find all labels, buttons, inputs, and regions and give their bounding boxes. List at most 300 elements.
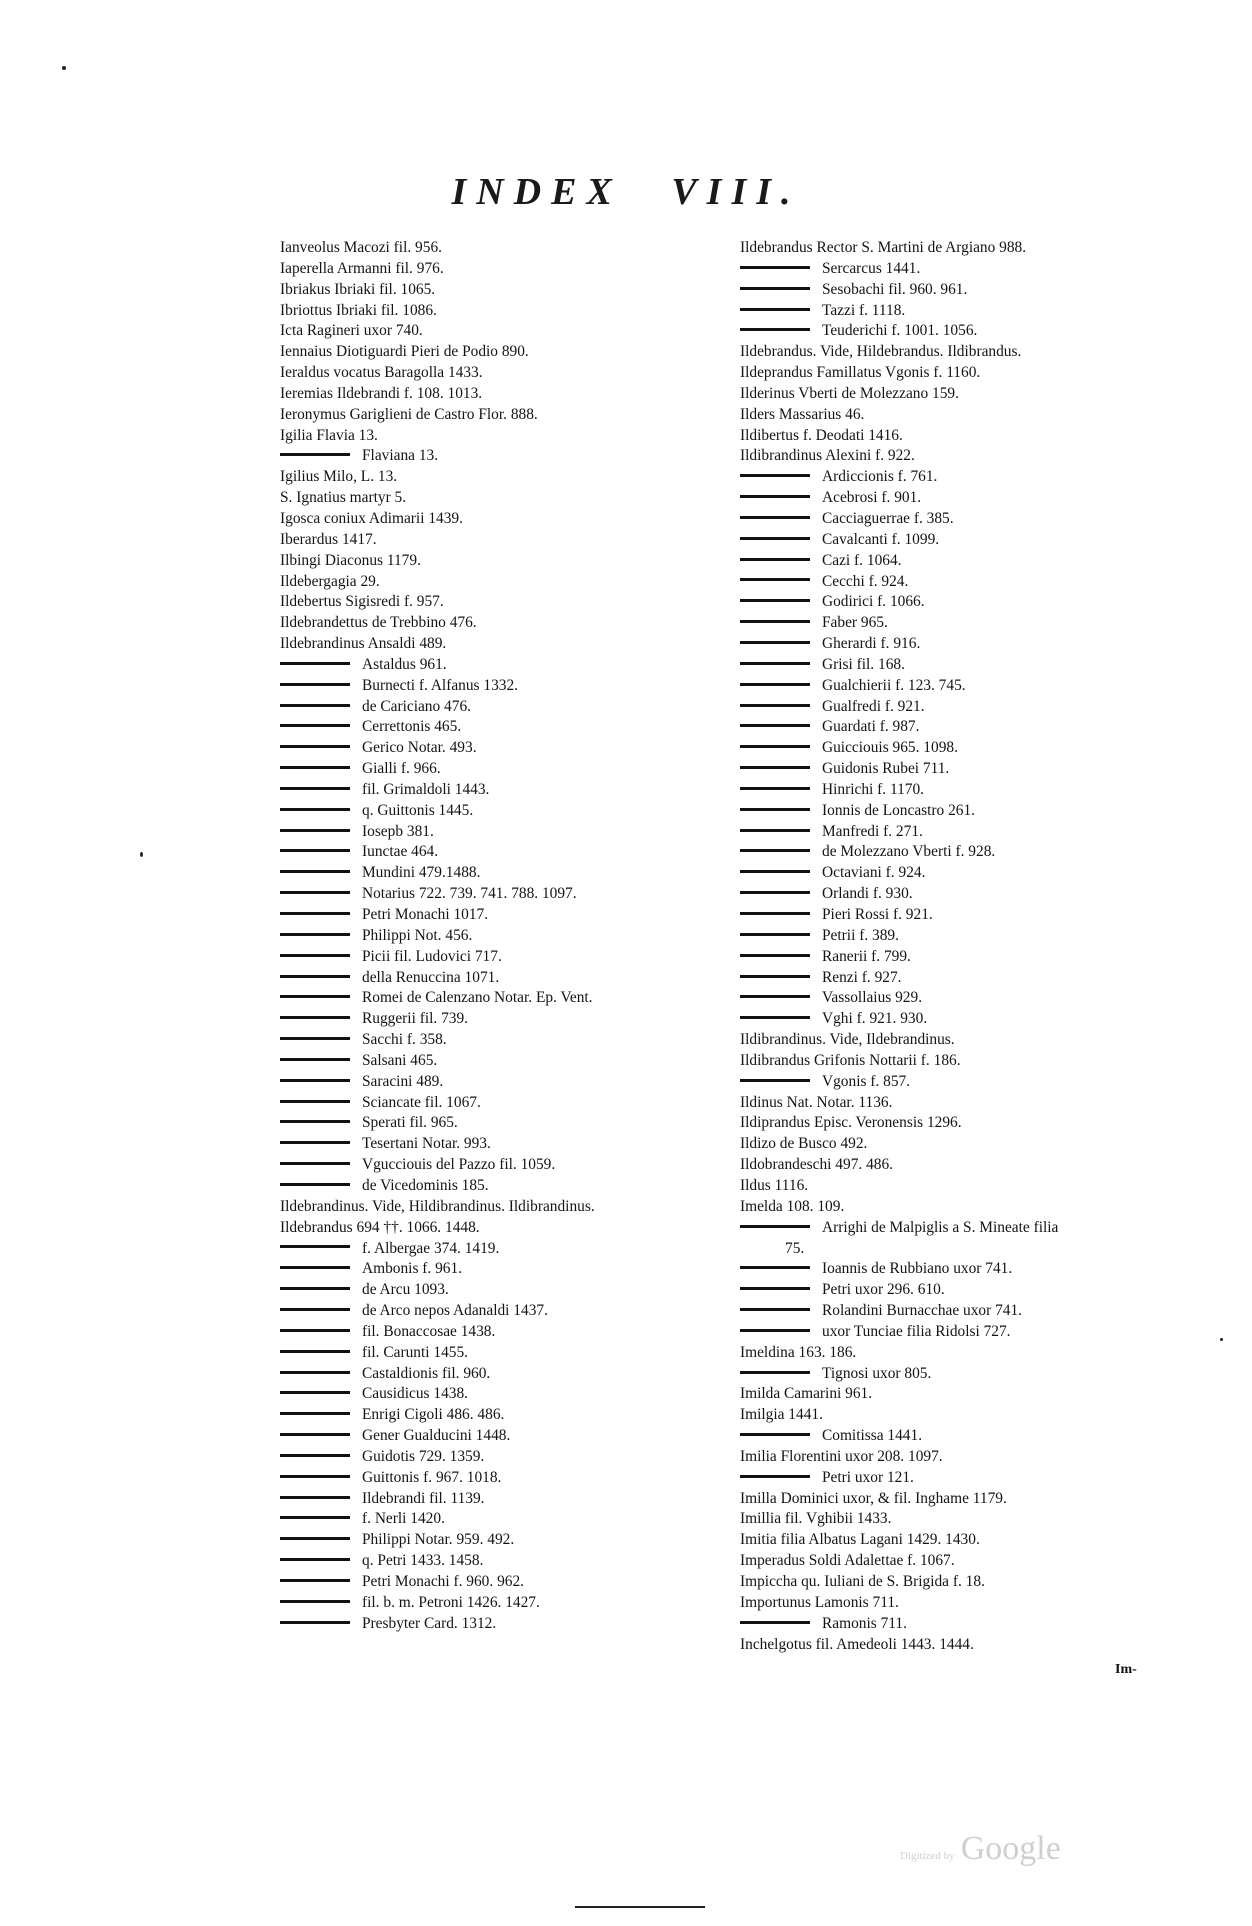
repeat-dash	[740, 1016, 810, 1019]
repeat-dash	[280, 787, 350, 790]
entry-text: Comitissa 1441.	[822, 1427, 923, 1445]
repeat-dash	[280, 1100, 350, 1103]
entry-text: f. Albergae 374. 1419.	[362, 1239, 500, 1257]
index-entry	[280, 1197, 720, 1218]
index-entry	[280, 1343, 720, 1364]
entry-text: Ramonis 711.	[822, 1614, 907, 1632]
entry-text: Petri uxor 296. 610.	[822, 1281, 945, 1299]
repeat-dash	[280, 1621, 350, 1624]
repeat-dash	[280, 849, 350, 852]
index-entry	[280, 988, 720, 1009]
index-entry	[740, 321, 1180, 342]
entry-text: Imilia Florentini uxor 208. 1097.	[740, 1447, 943, 1465]
page-header	[0, 170, 1252, 214]
repeat-dash	[740, 1308, 810, 1311]
entry-text: Ildebrandus Rector S. Martini de Argiano 988.	[740, 239, 1027, 256]
repeat-dash	[740, 1433, 810, 1436]
index-entry	[280, 968, 720, 989]
entry-text: Petrii f. 389.	[822, 926, 899, 944]
entry-text: Iunctae 464.	[362, 843, 439, 861]
entry-text: de Cariciano 476.	[362, 697, 471, 715]
index-entry	[280, 301, 720, 322]
index-entry	[740, 467, 1180, 488]
repeat-dash	[280, 453, 350, 456]
index-entry	[740, 592, 1180, 613]
index-entry	[740, 259, 1180, 280]
index-entry	[280, 655, 720, 676]
repeat-dash	[280, 1183, 350, 1186]
index-entry	[280, 801, 720, 822]
entry-text: Igosca coniux Adimarii 1439.	[280, 509, 463, 527]
repeat-dash	[740, 745, 810, 748]
index-entry	[740, 863, 1180, 884]
repeat-dash	[280, 1516, 350, 1519]
index-entry	[740, 1384, 1180, 1405]
index-entry	[280, 405, 720, 426]
entry-text: de Molezzano Vberti f. 928.	[822, 843, 996, 861]
repeat-dash	[280, 745, 350, 748]
repeat-dash	[740, 1225, 810, 1228]
index-entry	[280, 363, 720, 384]
entry-text: Imilda Camarini 961.	[740, 1385, 873, 1403]
entry-text: Godirici f. 1066.	[822, 593, 925, 611]
index-entry	[740, 717, 1180, 738]
repeat-dash	[740, 516, 810, 519]
index-entry	[280, 905, 720, 926]
repeat-dash	[740, 683, 810, 686]
entry-text: de Vicedominis 185.	[362, 1176, 489, 1194]
entry-text: Ildebertus Sigisredi f. 957.	[280, 593, 444, 611]
entry-text: Ranerii f. 799.	[822, 947, 911, 965]
repeat-dash	[280, 912, 350, 915]
index-entry	[740, 1197, 1180, 1218]
entry-text: Gerico Notar. 493.	[362, 739, 477, 757]
index-entry	[740, 572, 1180, 593]
entry-text: Cavalcanti f. 1099.	[822, 530, 940, 548]
entry-text: Ildebrandettus de Trebbino 476.	[280, 614, 477, 632]
index-entry	[740, 676, 1180, 697]
index-entry	[740, 1364, 1180, 1385]
entry-text: Ibriakus Ibriaki fil. 1065.	[280, 280, 436, 298]
index-entry	[740, 780, 1180, 801]
index-entry	[280, 1155, 720, 1176]
entry-text: Igilius Milo, L. 13.	[280, 468, 398, 486]
entry-text: Acebrosi f. 901.	[822, 489, 922, 507]
entry-text: Ildus 1116.	[740, 1176, 809, 1194]
index-entry	[280, 384, 720, 405]
entry-text: Vgucciouis del Pazzo fil. 1059.	[362, 1156, 556, 1174]
index-entry	[280, 1301, 720, 1322]
index-entry	[280, 1093, 720, 1114]
entry-text: Guidotis 729. 1359.	[362, 1447, 485, 1465]
index-entry	[280, 717, 720, 738]
repeat-dash	[740, 870, 810, 873]
entry-text: Castaldionis fil. 960.	[362, 1364, 491, 1382]
index-entry	[280, 697, 720, 718]
entry-text: Ibriottus Ibriaki fil. 1086.	[280, 301, 437, 319]
entry-text: Pieri Rossi f. 921.	[822, 906, 933, 923]
index-entry	[740, 822, 1180, 843]
index-entry	[740, 634, 1180, 655]
repeat-dash	[740, 1079, 810, 1082]
index-entry	[740, 301, 1180, 322]
entry-text: Ambonis f. 961.	[362, 1260, 463, 1278]
volume-heading: VIII.	[671, 171, 801, 213]
repeat-dash	[280, 1287, 350, 1290]
repeat-dash	[280, 1037, 350, 1040]
repeat-dash	[740, 1621, 810, 1624]
index-entry	[740, 1051, 1180, 1072]
repeat-dash	[740, 1329, 810, 1332]
index-entry	[280, 780, 720, 801]
entry-text: Ildobrandeschi 497. 486.	[740, 1156, 894, 1174]
index-entry	[740, 1614, 1180, 1635]
entry-text: Faber 965.	[822, 614, 888, 632]
index-entry	[740, 1509, 1180, 1530]
entry-text: Philippi Not. 456.	[362, 926, 473, 944]
entry-text: Sesobachi fil. 960. 961.	[822, 280, 968, 298]
repeat-dash	[280, 1120, 350, 1123]
index-entry	[280, 259, 720, 280]
entry-text: Importunus Lamonis 711.	[740, 1593, 899, 1611]
digitizer-watermark	[900, 1830, 1061, 1868]
index-entry	[280, 1489, 720, 1510]
entry-text: Iosepb 381.	[362, 822, 434, 840]
repeat-dash	[280, 1391, 350, 1394]
index-entry	[280, 280, 720, 301]
index-entry	[740, 1030, 1180, 1051]
repeat-dash	[280, 1600, 350, 1603]
entry-text: uxor Tunciae filia Ridolsi 727.	[822, 1322, 1011, 1340]
repeat-dash	[280, 1371, 350, 1374]
repeat-dash	[280, 1141, 350, 1144]
index-entry	[280, 676, 720, 697]
entry-text: Sciancate fil. 1067.	[362, 1093, 481, 1111]
entry-text: Ieronymus Gariglieni de Castro Flor. 888.	[280, 405, 538, 423]
entry-text: Causidicus 1438.	[362, 1385, 469, 1403]
index-entry	[280, 1051, 720, 1072]
repeat-dash	[740, 787, 810, 790]
entry-text: Petri Monachi f. 960. 962.	[362, 1573, 525, 1590]
entry-text: Iaperella Armanni fil. 976.	[280, 259, 444, 277]
index-entry	[740, 1259, 1180, 1280]
entry-text: Ildibrandus Grifonis Nottarii f. 186.	[740, 1051, 961, 1069]
entry-text: Orlandi f. 930.	[822, 885, 913, 903]
index-entry	[280, 572, 720, 593]
index-entry	[280, 446, 720, 467]
repeat-dash	[280, 1496, 350, 1499]
entry-text: Iberardus 1417.	[280, 530, 377, 548]
index-entry	[740, 342, 1180, 363]
entry-text: Icta Ragineri uxor 740.	[280, 322, 423, 340]
entry-text: Philippi Notar. 959. 492.	[362, 1531, 515, 1549]
entry-text: Ildinus Nat. Notar. 1136.	[740, 1093, 893, 1111]
repeat-dash	[740, 724, 810, 727]
repeat-dash	[280, 1329, 350, 1332]
repeat-dash	[280, 995, 350, 998]
entry-text: Tignosi uxor 805.	[822, 1364, 932, 1382]
index-entry	[740, 1572, 1180, 1593]
index-entry	[280, 1572, 720, 1593]
index-entry	[740, 1009, 1180, 1030]
index-entry	[740, 488, 1180, 509]
index-heading: INDEX	[451, 171, 622, 213]
index-entry	[740, 801, 1180, 822]
index-entry	[280, 1468, 720, 1489]
entry-text: Ilderinus Vberti de Molezzano 159.	[740, 384, 959, 402]
index-entry	[280, 1530, 720, 1551]
index-entry	[280, 1384, 720, 1405]
entry-text: Cerrettonis 465.	[362, 718, 462, 736]
entry-text: Flaviana 13.	[362, 447, 439, 465]
left-index-column	[280, 238, 720, 1635]
index-entry	[280, 592, 720, 613]
index-entry	[740, 1218, 1180, 1239]
entry-text: Petri uxor 121.	[822, 1468, 914, 1486]
repeat-dash	[740, 537, 810, 540]
repeat-dash	[280, 1266, 350, 1269]
entry-text: Salsani 465.	[362, 1051, 438, 1069]
entry-text: Grisi fil. 168.	[822, 655, 905, 673]
entry-text: de Arco nepos Adanaldi 1437.	[362, 1302, 548, 1320]
entry-text: Impiccha qu. Iuliani de S. Brigida f. 18.	[740, 1573, 985, 1590]
entry-text: Ieraldus vocatus Baragolla 1433.	[280, 364, 483, 382]
entry-text: Rolandini Burnacchae uxor 741.	[822, 1302, 1023, 1320]
repeat-dash	[280, 954, 350, 957]
index-entry	[280, 1072, 720, 1093]
index-entry	[740, 1426, 1180, 1447]
repeat-dash	[740, 495, 810, 498]
index-entry	[740, 884, 1180, 905]
catchword: Im-	[1115, 1662, 1137, 1677]
repeat-dash	[740, 266, 810, 269]
repeat-dash	[740, 954, 810, 957]
entry-text: Ildibrandinus. Vide, Ildebrandinus.	[740, 1031, 955, 1049]
entry-text: della Renuccina 1071.	[362, 968, 500, 986]
index-entry	[280, 1364, 720, 1385]
entry-text: Vghi f. 921. 930.	[822, 1010, 928, 1028]
entry-text: Iennaius Diotiguardi Pieri de Podio 890.	[280, 343, 529, 361]
repeat-dash	[740, 891, 810, 894]
index-entry	[280, 1426, 720, 1447]
index-entry	[740, 1280, 1180, 1301]
entry-text: Ionnis de Loncastro 261.	[822, 801, 976, 819]
index-entry	[740, 1176, 1180, 1197]
index-entry	[280, 1509, 720, 1530]
entry-text: Ianveolus Macozi fil. 956.	[280, 239, 442, 256]
index-entry	[740, 1447, 1180, 1468]
index-entry	[280, 822, 720, 843]
index-entry	[740, 280, 1180, 301]
entry-text: Imitia filia Albatus Lagani 1429. 1430.	[740, 1531, 980, 1549]
index-entry	[280, 947, 720, 968]
watermark-brand: Google	[960, 1830, 1061, 1867]
entry-text: Sercarcus 1441.	[822, 259, 921, 277]
index-entry	[280, 467, 720, 488]
repeat-dash	[740, 558, 810, 561]
index-entry	[280, 1113, 720, 1134]
index-entry	[740, 759, 1180, 780]
repeat-dash	[280, 1079, 350, 1082]
entry-text: fil. Grimaldoli 1443.	[362, 780, 490, 798]
repeat-dash	[740, 912, 810, 915]
repeat-dash	[280, 1454, 350, 1457]
repeat-dash	[280, 975, 350, 978]
entry-text: Guidonis Rubei 711.	[822, 760, 950, 778]
index-entry	[740, 738, 1180, 759]
index-entry	[740, 1093, 1180, 1114]
repeat-dash	[280, 1558, 350, 1561]
index-entry	[280, 926, 720, 947]
index-entry	[280, 759, 720, 780]
entry-text: Imeldina 163. 186.	[740, 1343, 857, 1361]
entry-text: Gualfredi f. 921.	[822, 697, 925, 715]
index-entry	[740, 446, 1180, 467]
repeat-dash	[740, 474, 810, 477]
index-entry	[740, 1343, 1180, 1364]
entry-text: Ildebrandus 694 ††. 1066. 1448.	[280, 1218, 480, 1236]
index-entry	[280, 1030, 720, 1051]
entry-text: Arrighi de Malpiglis a S. Mineate filia	[822, 1218, 1059, 1236]
repeat-dash	[280, 1579, 350, 1582]
entry-text: Cazi f. 1064.	[822, 551, 902, 569]
entry-text: Igilia Flavia 13.	[280, 426, 378, 444]
repeat-dash	[280, 1350, 350, 1353]
repeat-dash	[740, 578, 810, 581]
entry-text: Gherardi f. 916.	[822, 635, 921, 653]
index-entry	[740, 655, 1180, 676]
entry-text: de Arcu 1093.	[362, 1281, 449, 1299]
index-entry	[280, 1218, 720, 1239]
index-entry	[280, 1322, 720, 1343]
entry-text: fil. b. m. Petroni 1426. 1427.	[362, 1593, 540, 1611]
index-entry	[740, 363, 1180, 384]
entry-text: Picii fil. Ludovici 717.	[362, 947, 502, 965]
index-entry	[280, 863, 720, 884]
repeat-dash	[280, 683, 350, 686]
repeat-dash	[280, 1162, 350, 1165]
repeat-dash	[740, 995, 810, 998]
index-entry	[280, 1447, 720, 1468]
entry-text: Imilgia 1441.	[740, 1406, 823, 1424]
repeat-dash	[280, 829, 350, 832]
index-entry	[740, 988, 1180, 1009]
index-entry	[740, 1072, 1180, 1093]
index-entry	[740, 947, 1180, 968]
entry-text: Romei de Calenzano Notar. Ep. Vent.	[362, 989, 593, 1007]
index-entry	[280, 342, 720, 363]
index-entry	[740, 1301, 1180, 1322]
repeat-dash	[740, 328, 810, 331]
index-entry	[740, 613, 1180, 634]
index-entry	[280, 1551, 720, 1572]
repeat-dash	[280, 1058, 350, 1061]
index-entry	[740, 426, 1180, 447]
entry-text: q. Petri 1433. 1458.	[362, 1552, 484, 1570]
repeat-dash	[280, 766, 350, 769]
entry-text: Imillia fil. Vghibii 1433.	[740, 1510, 892, 1528]
entry-text: Enrigi Cigoli 486. 486.	[362, 1406, 505, 1424]
entry-text: Tazzi f. 1118.	[822, 301, 906, 319]
right-index-column	[740, 238, 1180, 1655]
repeat-dash	[740, 829, 810, 832]
index-entry	[740, 842, 1180, 863]
entry-text: Ruggerii fil. 739.	[362, 1010, 469, 1028]
repeat-dash	[280, 870, 350, 873]
entry-text: q. Guittonis 1445.	[362, 801, 474, 819]
index-entry	[740, 1530, 1180, 1551]
index-entry	[280, 1176, 720, 1197]
index-entry	[740, 926, 1180, 947]
index-entry	[740, 405, 1180, 426]
repeat-dash	[280, 1433, 350, 1436]
entry-text: Tesertani Notar. 993.	[362, 1135, 491, 1153]
index-entry	[740, 1468, 1180, 1489]
index-entry	[280, 1280, 720, 1301]
repeat-dash	[740, 641, 810, 644]
index-entry	[740, 551, 1180, 572]
repeat-dash	[280, 808, 350, 811]
index-entry	[740, 1489, 1180, 1510]
repeat-dash	[740, 620, 810, 623]
index-entry	[280, 321, 720, 342]
scan-speck	[1220, 1338, 1223, 1341]
index-entry	[280, 634, 720, 655]
index-entry	[740, 530, 1180, 551]
repeat-dash	[280, 1475, 350, 1478]
repeat-dash	[740, 975, 810, 978]
entry-text: Gialli f. 966.	[362, 760, 441, 778]
entry-text: Ildeprandus Famillatus Vgonis f. 1160.	[740, 364, 981, 382]
index-entry	[740, 384, 1180, 405]
repeat-dash	[280, 933, 350, 936]
entry-text: Ardiccionis f. 761.	[822, 468, 938, 486]
repeat-dash	[740, 766, 810, 769]
entry-text: Ilbingi Diaconus 1179.	[280, 551, 421, 569]
repeat-dash	[740, 933, 810, 936]
entry-text: Vgonis f. 857.	[822, 1072, 911, 1090]
index-entry	[740, 509, 1180, 530]
entry-text: Imperadus Soldi Adalettae f. 1067.	[740, 1552, 955, 1570]
entry-text: Inchelgotus fil. Amedeoli 1443. 1444.	[740, 1635, 974, 1653]
entry-text: Octaviani f. 924.	[822, 864, 926, 882]
index-entry	[740, 1405, 1180, 1426]
entry-text: Mundini 479.1488.	[362, 864, 481, 882]
repeat-dash	[280, 891, 350, 894]
index-entry	[280, 613, 720, 634]
index-entry	[280, 1009, 720, 1030]
entry-text: S. Ignatius martyr 5.	[280, 489, 407, 507]
repeat-dash	[280, 704, 350, 707]
index-entry	[280, 509, 720, 530]
index-entry	[280, 551, 720, 572]
index-entry	[740, 968, 1180, 989]
index-entry	[740, 238, 1180, 259]
entry-text: f. Nerli 1420.	[362, 1510, 445, 1528]
repeat-dash	[740, 704, 810, 707]
repeat-dash	[280, 1537, 350, 1540]
entry-text: Ildibrandinus Alexini f. 922.	[740, 447, 915, 465]
index-entry	[740, 697, 1180, 718]
index-entry	[740, 1551, 1180, 1572]
entry-text: Astaldus 961.	[362, 655, 447, 673]
entry-text: Ildizo de Busco 492.	[740, 1135, 868, 1153]
entry-text: Saracini 489.	[362, 1072, 444, 1090]
repeat-dash	[280, 1016, 350, 1019]
entry-text: Ildebrandus. Vide, Hildebrandus. Ildibrandus.	[740, 343, 1022, 361]
entry-text: Ieremias Ildebrandi f. 108. 1013.	[280, 384, 483, 402]
entry-text: Presbyter Card. 1312.	[362, 1614, 497, 1632]
